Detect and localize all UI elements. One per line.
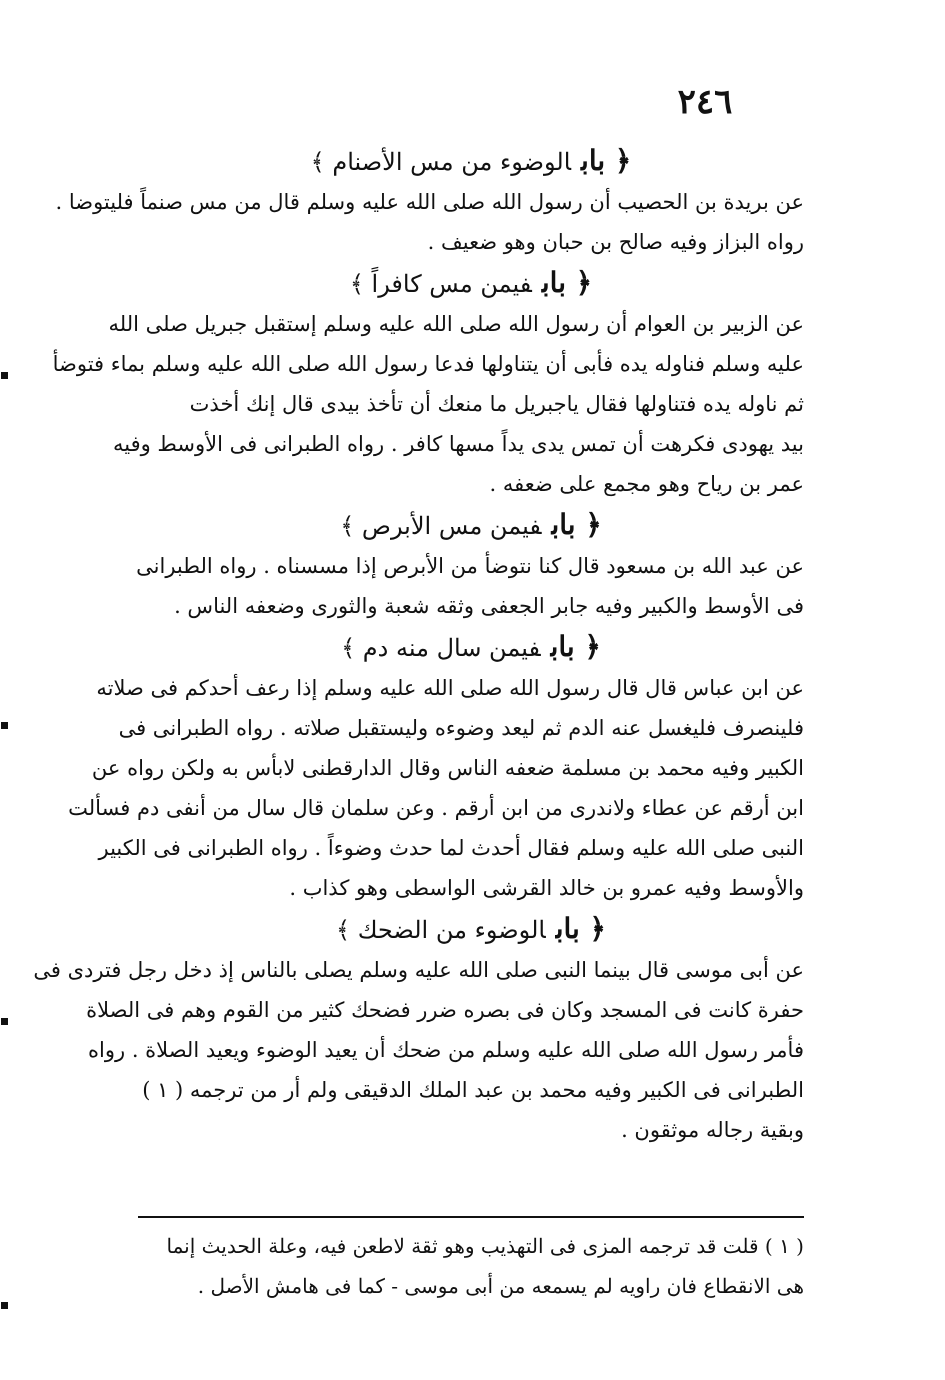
margin-mark bbox=[1, 372, 8, 379]
page-number: ٢٤٦ bbox=[677, 82, 733, 122]
bab-label: ﴿ باب bbox=[550, 630, 601, 663]
bab-label: ﴿ باب bbox=[541, 266, 593, 299]
bab-label: ﴿ باب bbox=[581, 144, 632, 177]
text-line: ابن أرقم عن عطاء ولاندرى من ابن أرقم . وعن سلمان قال سال من أنفى دم فسألت bbox=[68, 796, 804, 820]
text-line: فلينصرف فليغسل عنه الدم ثم ليعد وضوءه وليستقبل صلاته . رواه الطبرانى فى bbox=[118, 716, 804, 740]
section-paragraph bbox=[55, 182, 804, 262]
footnote-line: ( ١ ) قلت قد ترجمه المزى فى التهذيب وهو ثقة لاطعن فيه، وعلة الحديث إنما bbox=[166, 1234, 804, 1258]
text-line: الطبرانى فى الكبير وفيه محمد بن عبد الملك الدقيقى ولم أر من ترجمه ( ١ ) bbox=[142, 1078, 804, 1102]
section-title: فيمن سال منه دم ﴾ bbox=[341, 634, 541, 662]
text-line: والأوسط وفيه عمرو بن خالد القرشى الواسطى وهو كذاب . bbox=[289, 876, 804, 900]
main-text bbox=[33, 140, 804, 1150]
footnote-divider bbox=[138, 1216, 804, 1218]
bab-label: ﴿ باب bbox=[551, 508, 602, 541]
section-title: فيمن مس الأبرص ﴾ bbox=[340, 512, 542, 540]
text-line: عن الزبير بن العوام أن رسول الله صلى الله عليه وسلم إستقبل جبريل صلى الله bbox=[108, 312, 804, 336]
section-paragraph bbox=[52, 304, 804, 504]
section-heading bbox=[138, 140, 804, 182]
text-line: فأمر رسول الله صلى الله عليه وسلم من ضحك أن يعيد الوضوء ويعيد الصلاة . رواه bbox=[88, 1038, 804, 1062]
bab-label: ﴿ باب bbox=[555, 912, 606, 945]
text-line: الكبير وفيه محمد بن مسلمة ضعفه الناس وقال الدارقطنى لابأس به ولكن رواه عن bbox=[91, 756, 804, 780]
section-heading bbox=[138, 262, 804, 304]
margin-mark bbox=[1, 722, 8, 729]
section-heading bbox=[138, 908, 804, 950]
margin-mark bbox=[1, 1302, 8, 1309]
section-title: الوضوء من الضحك ﴾ bbox=[336, 916, 546, 944]
text-line: بيد يهودى فكرهت أن تمس يدى يداً مسها كافر . رواه الطبرانى فى الأوسط وفيه bbox=[112, 432, 804, 456]
text-line: عمر بن رياح وهو مجمع على ضعفه . bbox=[489, 472, 804, 496]
text-line: عن أبى موسى قال بينما النبى صلى الله عليه وسلم يصلى بالناس إذ دخل رجل فتردى فى bbox=[33, 958, 804, 982]
text-line: عن ابن عباس قال قال رسول الله صلى الله عليه وسلم إذا رعف أحدكم فى صلاته bbox=[96, 676, 804, 700]
text-line: حفرة كانت فى المسجد وكان فى بصره ضرر فضحك كثير من القوم وهم فى الصلاة bbox=[86, 998, 804, 1022]
text-line: وبقية رجاله موثقون . bbox=[621, 1118, 804, 1142]
section-paragraph bbox=[68, 668, 804, 908]
section-title: الوضوء من مس الأصنام ﴾ bbox=[310, 148, 572, 176]
section-title: فيمن مس كافراً ﴾ bbox=[349, 270, 532, 298]
text-line: عن بريدة بن الحصيب أن رسول الله صلى الله عليه وسلم قال من مس صنماً فليتوضا . bbox=[55, 190, 804, 214]
text-line: عليه وسلم فناوله يده فأبى أن يتناولها فدعا رسول الله صلى الله عليه وسلم بماء فتوضأ bbox=[52, 352, 804, 376]
text-line: ثم ناوله يده فتناولها فقال ياجبريل ما منعك أن تأخذ بيدى قال إنك أخذت bbox=[189, 392, 804, 416]
text-line: فى الأوسط والكبير وفيه جابر الجعفى وثقه شعبة والثورى وضعفه الناس . bbox=[174, 594, 804, 618]
section-heading bbox=[138, 504, 804, 546]
text-line: رواه البزاز وفيه صالح بن حبان وهو ضعيف . bbox=[427, 230, 804, 254]
section-heading bbox=[138, 626, 804, 668]
margin-mark bbox=[1, 1018, 8, 1025]
footnote bbox=[138, 1226, 804, 1306]
section-paragraph bbox=[33, 950, 804, 1150]
section-paragraph bbox=[138, 546, 804, 626]
footnote-line: هى الانقطاع فان راويه لم يسمعه من أبى موسى - كما فى هامش الأصل . bbox=[197, 1274, 804, 1298]
text-line: عن عبد الله بن مسعود قال كنا نتوضأ من الأبرص إذا مسسناه . رواه الطبرانى bbox=[136, 554, 804, 578]
text-line: النبى صلى الله عليه وسلم فقال أحدث لما حدث وضوءاً . رواه الطبرانى فى الكبير bbox=[98, 836, 804, 860]
